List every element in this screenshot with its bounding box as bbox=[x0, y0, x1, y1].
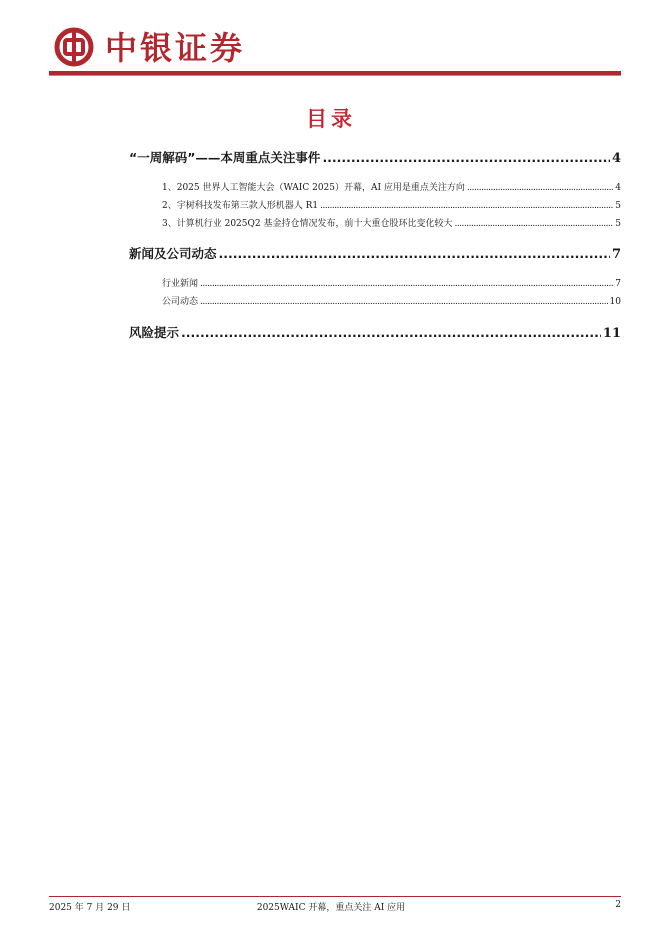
leader-dots bbox=[320, 201, 613, 211]
toc-entry-page: 7 bbox=[611, 247, 621, 262]
toc-entry-label: 1、2025 世界人工智能大会（WAIC 2025）开幕，AI 应用是重点关注方向 bbox=[162, 183, 465, 193]
leader-dots bbox=[181, 325, 601, 340]
leader-dots bbox=[200, 297, 608, 307]
toc-entry-label: 行业新闻 bbox=[162, 279, 199, 289]
toc-entry[interactable] bbox=[162, 276, 621, 289]
toc-entry-page: 4 bbox=[615, 183, 621, 193]
toc-entry[interactable] bbox=[162, 180, 621, 193]
brand-name: 中银证券 bbox=[105, 29, 246, 67]
toc-title: 目录 bbox=[306, 107, 356, 131]
header-rule-thin bbox=[49, 75, 621, 76]
toc-entry-page: 7 bbox=[615, 279, 621, 289]
toc-entry-page: 5 bbox=[615, 219, 621, 229]
toc-entry-label: 2、宇树科技发布第三款人形机器人 R1 bbox=[162, 201, 319, 211]
toc-entry[interactable] bbox=[129, 244, 621, 262]
page-number: 2 bbox=[615, 900, 621, 910]
toc-entry[interactable] bbox=[129, 148, 621, 166]
leader-dots bbox=[322, 150, 610, 165]
bank-of-china-logo-icon bbox=[54, 26, 94, 68]
toc-entry-page: 11 bbox=[602, 326, 621, 341]
toc-entry-page: 4 bbox=[611, 151, 621, 166]
toc-entry-label: 公司动态 bbox=[162, 297, 199, 307]
toc-entry[interactable] bbox=[129, 323, 621, 341]
footer-doc-title: 2025WAIC 开幕，重点关注 AI 应用 bbox=[256, 903, 406, 913]
toc-entry-page: 5 bbox=[615, 201, 621, 211]
toc-entry-label: 3、计算机行业 2025Q2 基金持仓情况发布，前十大重仓股环比变化较大 bbox=[162, 219, 453, 229]
leader-dots bbox=[454, 219, 613, 229]
toc-entry-label: 风险提示 bbox=[129, 325, 180, 340]
leader-dots bbox=[219, 246, 610, 261]
toc-entry[interactable] bbox=[162, 294, 621, 307]
footer-date: 2025 年 7 月 29 日 bbox=[49, 903, 131, 913]
page-header bbox=[49, 26, 621, 76]
toc-entry-page: 10 bbox=[609, 297, 621, 307]
toc-entry-label: 新闻及公司动态 bbox=[129, 246, 217, 261]
toc-entry[interactable] bbox=[162, 216, 621, 229]
toc-entry[interactable] bbox=[162, 198, 621, 211]
leader-dots bbox=[200, 279, 613, 289]
toc-entry-label: “一周解码”——本周重点关注事件 bbox=[129, 150, 321, 165]
footer-rule bbox=[49, 896, 621, 897]
leader-dots bbox=[467, 183, 613, 193]
